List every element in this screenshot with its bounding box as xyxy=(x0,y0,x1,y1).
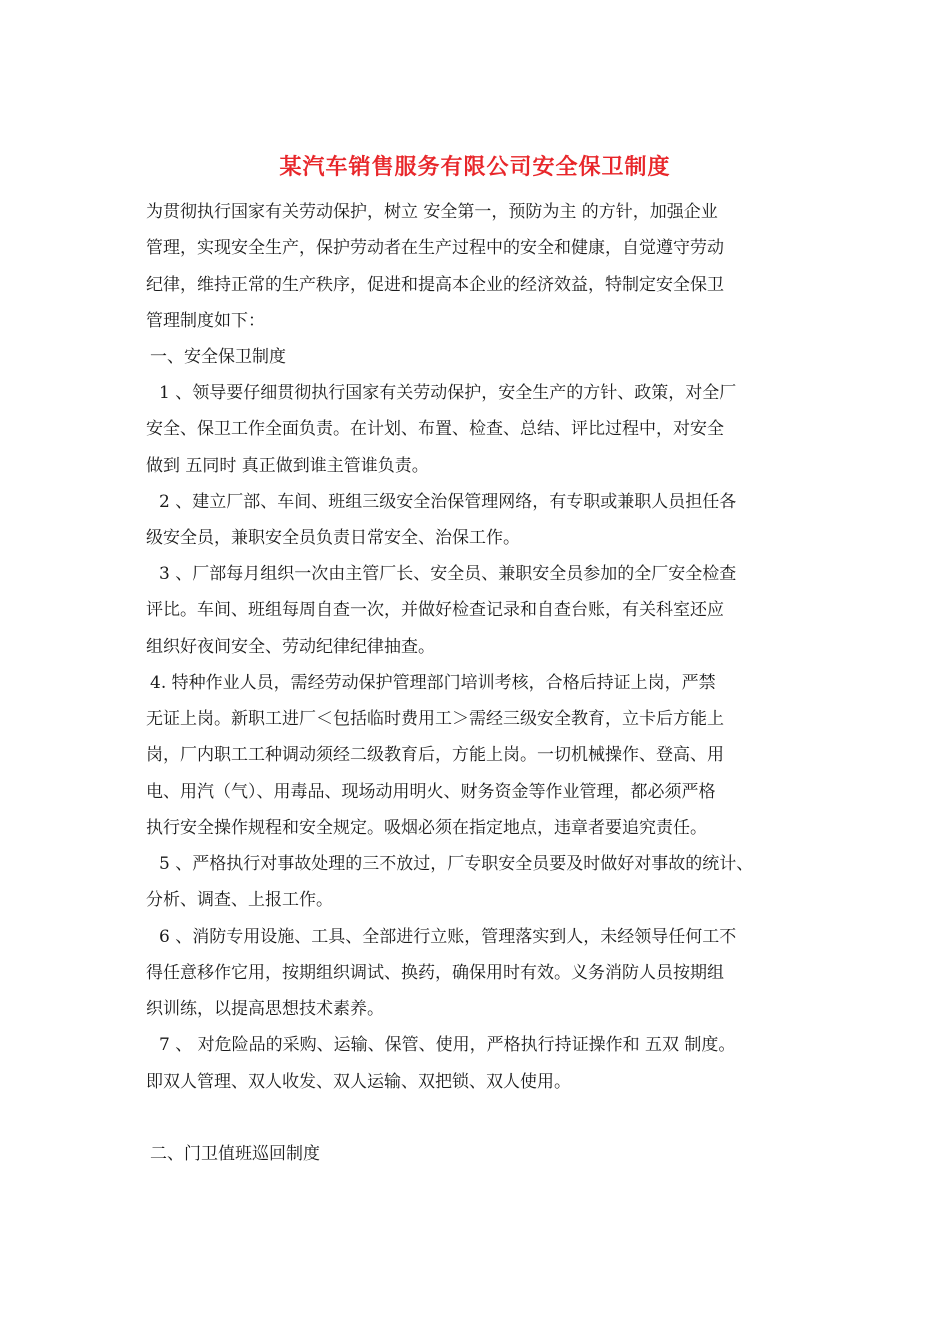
clause-line: 岗，厂内职工工种调动须经二级教育后，方能上岗。一切机械操作、登高、用 xyxy=(146,745,724,765)
clause-line: 2 、建立厂部、车间、班组三级安全治保管理网络，有专职或兼职人员担任各 xyxy=(159,492,737,512)
clause-line: 级安全员，兼职安全员负责日常安全、治保工作。 xyxy=(146,528,520,548)
clause-line: 得任意移作它用，按期组织调试、换药，确保用时有效。义务消防人员按期组 xyxy=(146,963,724,983)
clause-line: 无证上岗。新职工进厂＜包括临时费用工＞需经三级安全教育，立卡后方能上 xyxy=(146,709,724,729)
clause-line: 即双人管理、双人收发、双人运输、双把锁、双人使用。 xyxy=(146,1072,571,1092)
section-heading: 二、门卫值班巡回制度 xyxy=(150,1144,320,1164)
clause-line: 织训练，以提高思想技术素养。 xyxy=(146,999,384,1019)
clause-line: 组织好夜间安全、劳动纪律纪律抽查。 xyxy=(146,637,435,657)
clause-line: 3 、厂部每月组织一次由主管厂长、安全员、兼职安全员参加的全厂安全检查 xyxy=(159,564,737,584)
clause-line: 7 、 对危险品的采购、运输、保管、使用，严格执行持证操作和 五双 制度。 xyxy=(159,1035,736,1055)
document-title: 某汽车销售服务有限公司安全保卫制度 xyxy=(279,154,671,180)
clause-line: 做到 五同时 真正做到谁主管谁负责。 xyxy=(146,456,429,476)
clause-line: 1 、领导要仔细贯彻执行国家有关劳动保护，安全生产的方针、政策，对全厂 xyxy=(159,383,737,403)
clause-line: 电、用汽（气）、用毒品、现场动用明火、财务资金等作业管理，都必须严格 xyxy=(146,782,716,802)
clause-line: 6 、消防专用设施、工具、全部进行立账，管理落实到人，未经领导任何工不 xyxy=(159,927,737,947)
paragraph-line: 纪律，维持正常的生产秩序，促进和提高本企业的经济效益，特制定安全保卫 xyxy=(146,275,724,295)
section-heading: 一、安全保卫制度 xyxy=(150,347,286,367)
clause-line: 评比。车间、班组每周自查一次，并做好检查记录和自查台账，有关科室还应 xyxy=(146,600,724,620)
paragraph-line: 管理制度如下： xyxy=(146,311,265,331)
clause-line: 4. 特种作业人员，需经劳动保护管理部门培训考核，合格后持证上岗，严禁 xyxy=(150,673,716,693)
paragraph-line: 为贯彻执行国家有关劳动保护，树立 安全第一，预防为主 的方针，加强企业 xyxy=(146,202,718,222)
clause-line: 分析、调查、上报工作。 xyxy=(146,890,333,910)
clause-line: 5 、严格执行对事故处理的三不放过，厂专职安全员要及时做好对事故的统计、 xyxy=(159,854,754,874)
clause-line: 安全、保卫工作全面负责。在计划、布置、检查、总结、评比过程中，对安全 xyxy=(146,419,724,439)
clause-line: 执行安全操作规程和安全规定。吸烟必须在指定地点，违章者要追究责任。 xyxy=(146,818,707,838)
paragraph-line: 管理，实现安全生产，保护劳动者在生产过程中的安全和健康，自觉遵守劳动 xyxy=(146,238,724,258)
